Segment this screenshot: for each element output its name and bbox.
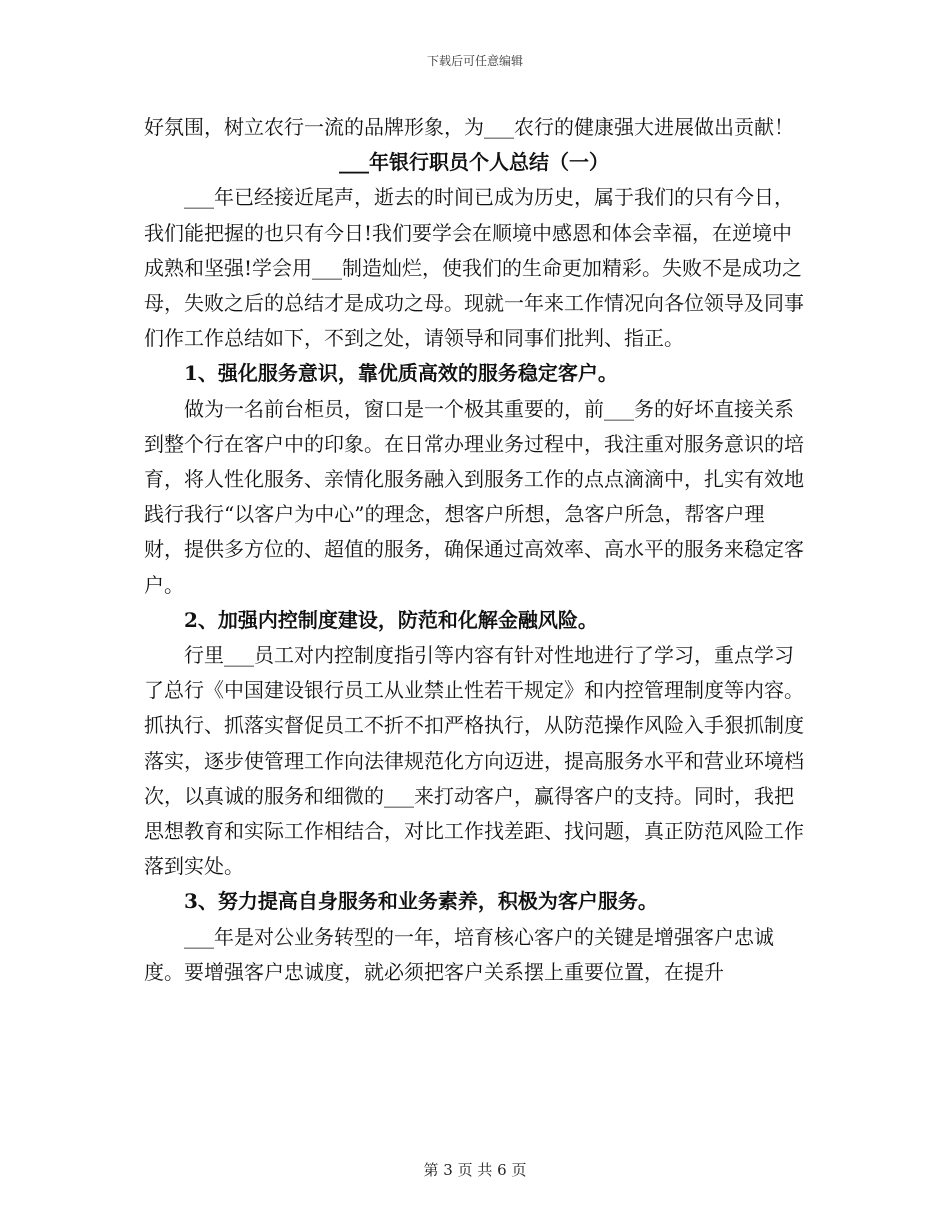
- section-heading-1: 1、强化服务意识，靠优质高效的服务稳定客户。: [184, 361, 618, 386]
- page-header: 下载后可任意编辑: [426, 54, 523, 68]
- paragraph-intro: ___年已经接近尾声，逝去的时间已成为历史，属于我们的只有今日，我们能把握的也只有今日!我们要学会在顺境中感恩和体会幸福，在逆境中成熟和坚强!学会用___制造灿烂，使我们的生命更加精彩。失败不是成功之母，失败之后的总结才是成功之母。现就一年来工作情况向各位领导及同事们作工作总结如下，不到之处，请领导和同事们批判、指正。: [144, 185, 804, 351]
- document-title: ___年银行职员个人总结（一）: [339, 150, 609, 175]
- paragraph-section-2: 行里___员工对内控制度指引等内容有针对性地进行了学习，重点学习了总行《中国建设银行员工从业禁止性若干规定》和内控管理制度等内容。抓执行、抓落实督促员工不折不扣严格执行，从防范操作风险入手狠抓制度落实，逐步使管理工作向法律规范化方向迈进，提高服务水平和营业环境档次，以真诚的服务和细微的___来打动客户，赢得客户的支持。同时，我把思想教育和实际工作相结合，对比工作找差距、找问题，真正防范风险工作落到实处。: [144, 643, 804, 879]
- paragraph-section-3: ___年是对公业务转型的一年，培育核心客户的关键是增强客户忠诚度。要增强客户忠诚度，就必须把客户关系摆上重要位置，在提升: [144, 924, 774, 984]
- page-footer: 第 3 页 共 6 页: [423, 1161, 527, 1179]
- paragraph-section-1: 做为一名前台柜员，窗口是一个极其重要的，前___务的好坏直接关系到整个行在客户中的印象。在日常办理业务过程中，我注重对服务意识的培育，将人性化服务、亲情化服务融入到服务工作的点点滴滴中，扎实有效地践行我行“以客户为中心”的理念，想客户所想，急客户所急，帮客户理财，提供多方位的、超值的服务，确保通过高效率、高水平的服务来稳定客户。: [144, 396, 804, 597]
- section-heading-2: 2、加强内控制度建设，防范和化解金融风险。: [184, 607, 598, 632]
- section-heading-3: 3、努力提高自身服务和业务素养，积极为客户服务。: [184, 889, 658, 914]
- document-body: [144, 110, 804, 990]
- paragraph-continued: 好氛围，树立农行一流的品牌形象，为___农行的健康强大进展做出贡献！: [144, 115, 794, 139]
